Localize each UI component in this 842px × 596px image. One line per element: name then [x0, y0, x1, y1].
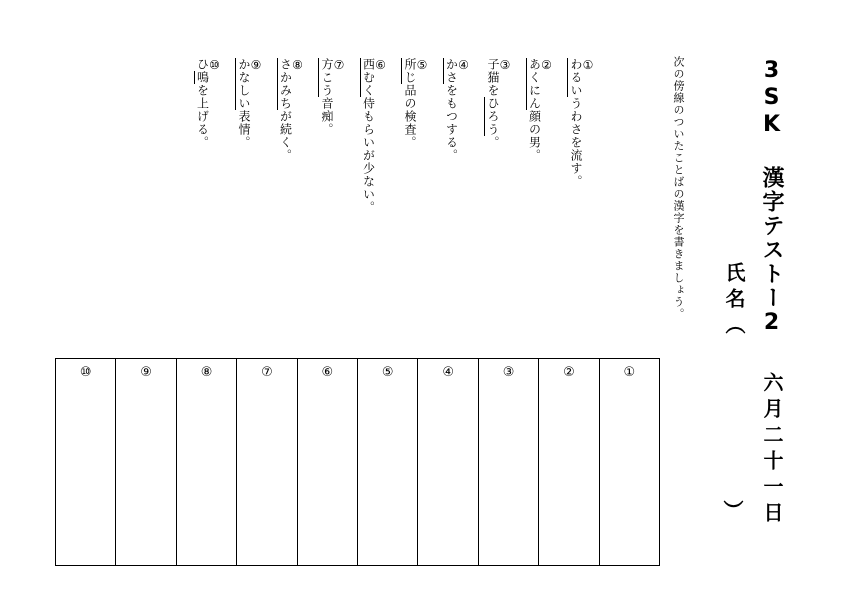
question-pre: ひ [195, 58, 210, 71]
answer-cell[interactable] [538, 359, 598, 565]
question-post: 。 [486, 136, 500, 149]
question-underlined: 西むく [361, 58, 376, 97]
question-item [570, 58, 594, 188]
question-post: 顔の男。 [527, 110, 542, 162]
answer-cell-number: ④ [442, 365, 454, 380]
question-text [526, 58, 542, 162]
answer-cell-number: ① [623, 365, 636, 380]
question-number: ③ [498, 58, 512, 73]
answer-cell-number: ② [563, 365, 575, 380]
question-underlined: ひろう [486, 97, 500, 136]
answer-cell[interactable] [176, 359, 236, 565]
question-number: ⑩ [207, 58, 222, 73]
answer-cell[interactable] [115, 359, 175, 565]
question-text [360, 58, 376, 214]
question-text [567, 58, 583, 188]
question-underlined: さかみち [278, 58, 293, 110]
answer-cell-number: ⑤ [381, 365, 394, 380]
question-post: 侍もらいが少ない。 [361, 97, 376, 214]
question-underlined: わるい [569, 58, 583, 97]
question-number: ⑦ [332, 58, 346, 73]
question-underlined: あくにん [527, 58, 542, 110]
name-close-paren: ） [720, 500, 744, 520]
instruction-text [673, 56, 684, 320]
question-pre: 子猫を [486, 58, 500, 97]
question-text [277, 58, 293, 162]
question-item [197, 58, 221, 149]
question-item [404, 58, 428, 149]
question-number: ① [581, 58, 595, 73]
test-date: 六月二十一日 [760, 372, 784, 528]
question-item [446, 58, 470, 162]
question-post: うわさを流す。 [569, 97, 583, 188]
question-number: ⑨ [249, 58, 263, 73]
answer-cell[interactable] [599, 359, 659, 565]
question-item [487, 58, 511, 149]
question-number: ⑧ [290, 58, 305, 73]
question-post: が続く。 [278, 110, 293, 162]
instruction-before: 次の [672, 56, 685, 80]
question-number: ⑤ [415, 58, 429, 73]
question-post: を上げる。 [195, 84, 210, 149]
answer-cell[interactable] [297, 359, 357, 565]
question-item [321, 58, 345, 136]
question-text [401, 58, 417, 149]
question-post: 表情。 [237, 110, 251, 149]
answer-cell[interactable] [478, 359, 538, 565]
answer-cell-number: ⑨ [140, 365, 152, 380]
answer-cell-number: ⑦ [261, 365, 273, 380]
question-text [318, 58, 334, 136]
instruction-after: のついたことばの漢字を書きましょう。 [672, 104, 685, 320]
answer-cell[interactable] [56, 359, 115, 565]
answer-cell[interactable] [236, 359, 296, 565]
answer-cell[interactable] [417, 359, 477, 565]
question-text [443, 58, 459, 162]
question-post: 音痴。 [320, 97, 334, 136]
question-text [235, 58, 251, 149]
question-underlined: 所じ [403, 58, 417, 84]
question-number: ② [539, 58, 554, 73]
question-text [194, 58, 210, 149]
question-item [363, 58, 387, 214]
question-underlined: かなしい [237, 58, 251, 110]
instruction-underlined: 傍線 [672, 80, 685, 104]
answer-cell-number: ③ [502, 365, 515, 380]
test-title: 3SK 漢字テストー2 [759, 58, 784, 337]
question-post: をもつする。 [444, 84, 459, 162]
answer-cell-number: ⑧ [200, 365, 213, 380]
answer-sheet [55, 358, 660, 566]
answer-cell-number: ⑩ [79, 365, 92, 380]
question-number: ④ [456, 58, 471, 73]
answer-cell[interactable] [357, 359, 417, 565]
question-text [484, 58, 500, 149]
answer-cell-number: ⑥ [321, 365, 334, 380]
name-label: 氏名（ [722, 262, 746, 340]
question-post: 品の検査。 [403, 84, 417, 149]
question-underlined: かさ [444, 58, 459, 84]
question-item [238, 58, 262, 149]
question-underlined: 鳴 [195, 71, 210, 84]
question-item [529, 58, 553, 162]
question-underlined: 方こう [320, 58, 334, 97]
question-item [280, 58, 304, 162]
question-number: ⑥ [373, 58, 388, 73]
